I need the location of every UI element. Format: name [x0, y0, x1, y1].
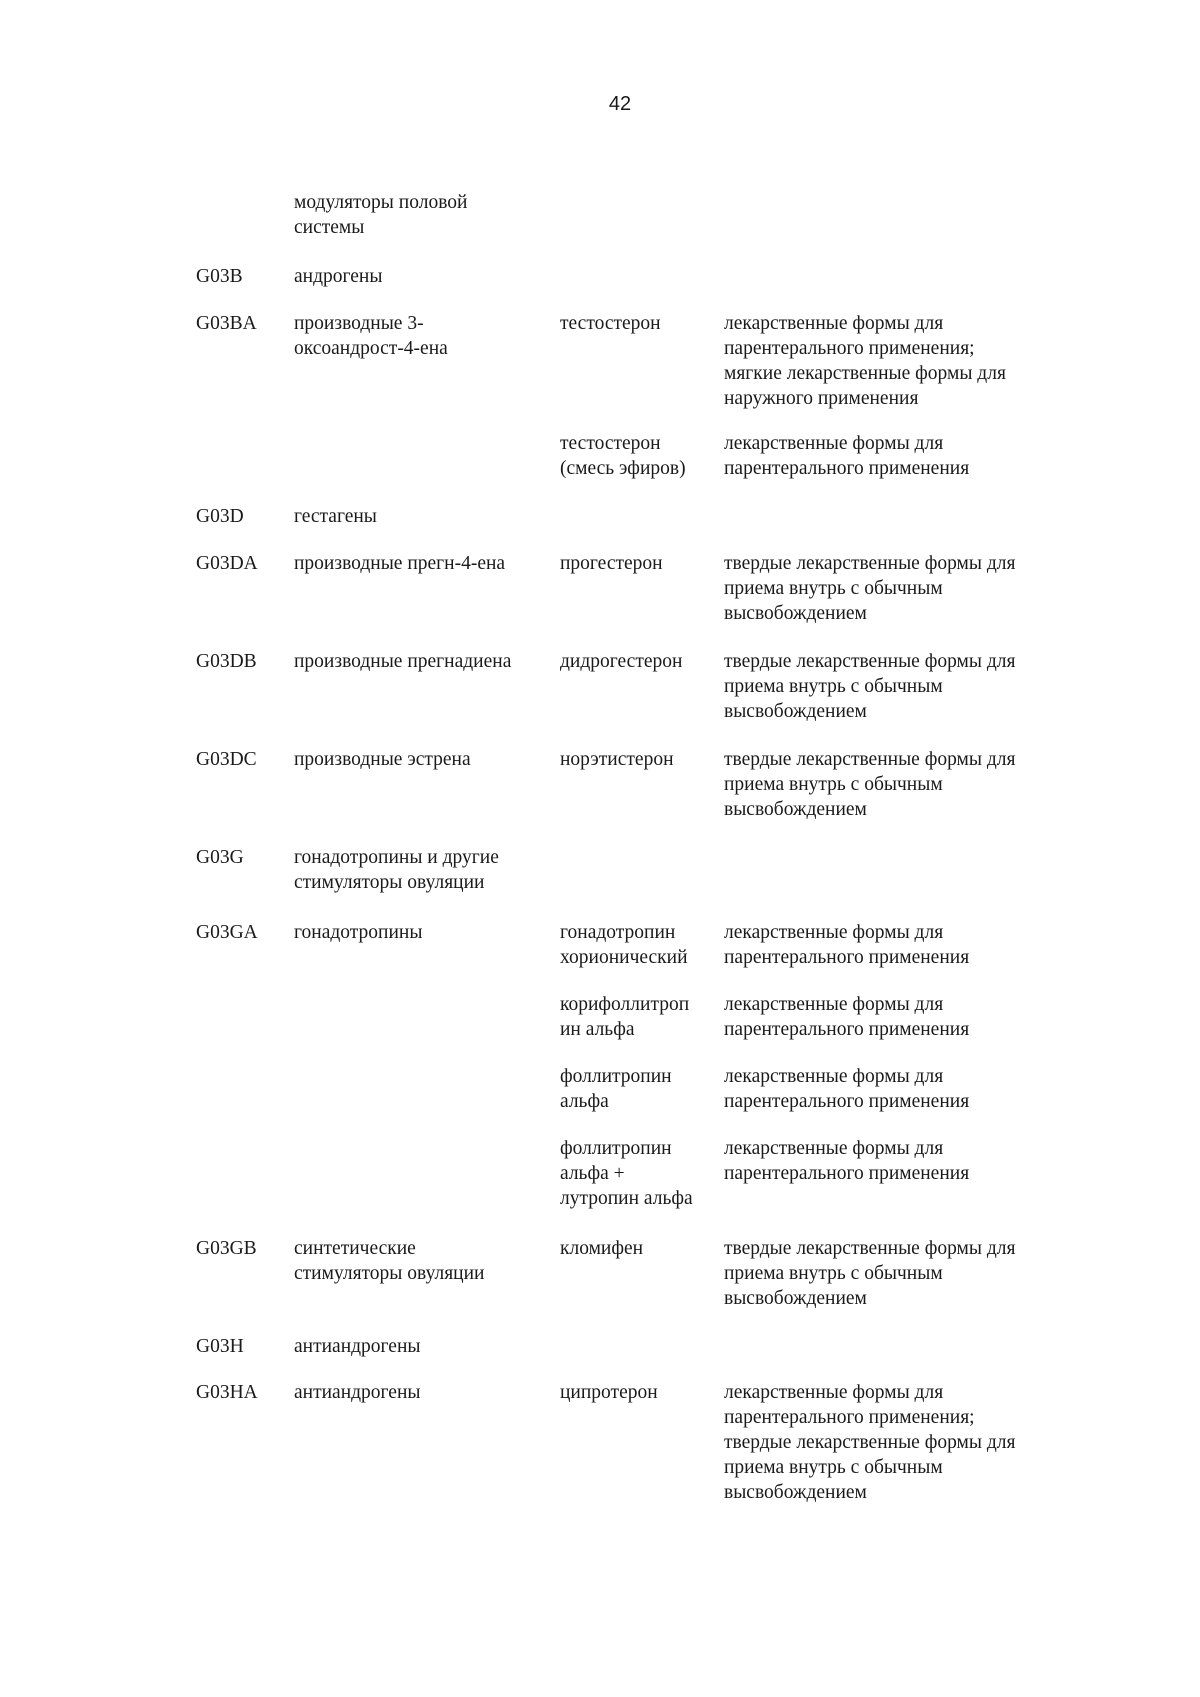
group-name-line: производные прегн-4-ена: [294, 553, 506, 574]
drug-name-cell: [560, 311, 720, 336]
dosage-form-line: твердые лекарственные формы для: [724, 1238, 1016, 1259]
group-name-line: гонадотропины и другие: [294, 847, 499, 868]
dosage-form-line: высвобождением: [724, 799, 867, 820]
dosage-form-cell: [724, 431, 1084, 481]
drug-name-line: фоллитропин: [560, 1138, 672, 1159]
dosage-form-line: твердые лекарственные формы для: [724, 1432, 1016, 1453]
group-name-cell: [294, 747, 550, 772]
drug-name-cell: [560, 431, 720, 481]
dosage-form-line: твердые лекарственные формы для: [724, 651, 1016, 672]
group-name-line: системы: [294, 217, 365, 238]
group-name-cell: [294, 1236, 550, 1286]
drug-name-cell: [560, 551, 720, 576]
dosage-form-cell: [724, 747, 1084, 822]
group-name-cell: [294, 190, 550, 240]
dosage-form-line: парентерального применения;: [724, 1407, 975, 1428]
dosage-form-line: парентерального применения;: [724, 338, 975, 359]
atc-code-cell: G03DC: [196, 749, 257, 770]
atc-code-cell: G03GA: [196, 922, 258, 943]
drug-name-line: альфа +: [560, 1163, 625, 1184]
group-name-cell: [294, 1380, 550, 1405]
dosage-form-line: приема внутрь с обычным: [724, 1457, 943, 1478]
drug-name-line: фоллитропин: [560, 1066, 672, 1087]
dosage-form-line: высвобождением: [724, 1482, 867, 1503]
dosage-form-line: парентерального применения: [724, 1163, 970, 1184]
dosage-form-line: высвобождением: [724, 1288, 867, 1309]
dosage-form-line: высвобождением: [724, 603, 867, 624]
drug-name-cell: [560, 1064, 720, 1114]
drug-name-line: ин альфа: [560, 1019, 635, 1040]
atc-code-cell: G03HA: [196, 1382, 258, 1403]
dosage-form-line: парентерального применения: [724, 1019, 970, 1040]
drug-name-cell: [560, 1236, 720, 1261]
dosage-form-cell: [724, 1380, 1084, 1505]
group-name-cell: [294, 1334, 550, 1359]
drug-name-line: тестостерон: [560, 313, 661, 334]
group-name-line: производные 3-: [294, 313, 424, 334]
group-name-cell: [294, 845, 550, 895]
dosage-form-line: парентерального применения: [724, 947, 970, 968]
atc-code-cell: G03BA: [196, 313, 257, 334]
dosage-form-line: твердые лекарственные формы для: [724, 749, 1016, 770]
group-name-line: стимуляторы овуляции: [294, 1263, 485, 1284]
drug-name-line: норэтистерон: [560, 749, 674, 770]
drug-name-line: гонадотропин: [560, 922, 676, 943]
group-name-line: антиандрогены: [294, 1382, 421, 1403]
dosage-form-line: лекарственные формы для: [724, 313, 944, 334]
drug-name-cell: [560, 1380, 720, 1405]
dosage-form-line: приема внутрь с обычным: [724, 1263, 943, 1284]
dosage-form-cell: [724, 1064, 1084, 1114]
dosage-form-cell: [724, 311, 1084, 411]
drug-name-cell: [560, 1136, 720, 1211]
drug-name-line: прогестерон: [560, 553, 663, 574]
drug-name-line: корифоллитроп: [560, 994, 690, 1015]
group-name-cell: [294, 920, 550, 945]
drug-name-cell: [560, 920, 720, 970]
atc-code-cell: G03DB: [196, 651, 257, 672]
dosage-form-cell: [724, 551, 1084, 626]
group-name-line: гонадотропины: [294, 922, 423, 943]
dosage-form-line: лекарственные формы для: [724, 994, 944, 1015]
dosage-form-line: твердые лекарственные формы для: [724, 553, 1016, 574]
group-name-cell: [294, 264, 550, 289]
atc-code-cell: G03G: [196, 847, 244, 868]
drug-name-line: (смесь эфиров): [560, 458, 686, 479]
dosage-form-line: лекарственные формы для: [724, 1066, 944, 1087]
dosage-form-line: наружного применения: [724, 388, 919, 409]
group-name-line: андрогены: [294, 266, 383, 287]
group-name-cell: [294, 504, 550, 529]
dosage-form-cell: [724, 649, 1084, 724]
group-name-cell: [294, 649, 550, 674]
dosage-form-line: приема внутрь с обычным: [724, 578, 943, 599]
group-name-cell: [294, 311, 550, 361]
drug-name-line: хорионический: [560, 947, 688, 968]
page-number: 42: [608, 93, 632, 115]
dosage-form-line: парентерального применения: [724, 1091, 970, 1112]
atc-code-cell: G03GB: [196, 1238, 257, 1259]
drug-name-cell: [560, 747, 720, 772]
group-name-line: производные эстрена: [294, 749, 471, 770]
group-name-line: антиандрогены: [294, 1336, 421, 1357]
group-name-line: оксоандрост-4-ена: [294, 338, 448, 359]
drug-name-cell: [560, 992, 720, 1042]
dosage-form-line: мягкие лекарственные формы для: [724, 363, 1006, 384]
drug-name-line: дидрогестерон: [560, 651, 683, 672]
dosage-form-cell: [724, 1136, 1084, 1186]
dosage-form-line: парентерального применения: [724, 458, 970, 479]
atc-code-cell: G03B: [196, 266, 243, 287]
dosage-form-line: лекарственные формы для: [724, 1138, 944, 1159]
group-name-line: гестагены: [294, 506, 377, 527]
drug-name-line: тестостерон: [560, 433, 661, 454]
atc-code-cell: G03DA: [196, 553, 258, 574]
dosage-form-line: приема внутрь с обычным: [724, 676, 943, 697]
group-name-line: стимуляторы овуляции: [294, 872, 485, 893]
group-name-line: модуляторы половой: [294, 192, 468, 213]
drug-name-line: лутропин альфа: [560, 1188, 693, 1209]
group-name-line: производные прегнадиена: [294, 651, 512, 672]
dosage-form-cell: [724, 992, 1084, 1042]
group-name-line: синтетические: [294, 1238, 416, 1259]
dosage-form-cell: [724, 1236, 1084, 1311]
drug-name-line: альфа: [560, 1091, 609, 1112]
dosage-form-line: лекарственные формы для: [724, 922, 944, 943]
atc-code-cell: G03D: [196, 506, 244, 527]
atc-code-cell: G03H: [196, 1336, 244, 1357]
dosage-form-line: высвобождением: [724, 701, 867, 722]
group-name-cell: [294, 551, 550, 576]
drug-name-line: ципротерон: [560, 1382, 658, 1403]
drug-name-line: кломифен: [560, 1238, 644, 1259]
dosage-form-line: лекарственные формы для: [724, 433, 944, 454]
drug-name-cell: [560, 649, 720, 674]
dosage-form-line: приема внутрь с обычным: [724, 774, 943, 795]
dosage-form-line: лекарственные формы для: [724, 1382, 944, 1403]
dosage-form-cell: [724, 920, 1084, 970]
